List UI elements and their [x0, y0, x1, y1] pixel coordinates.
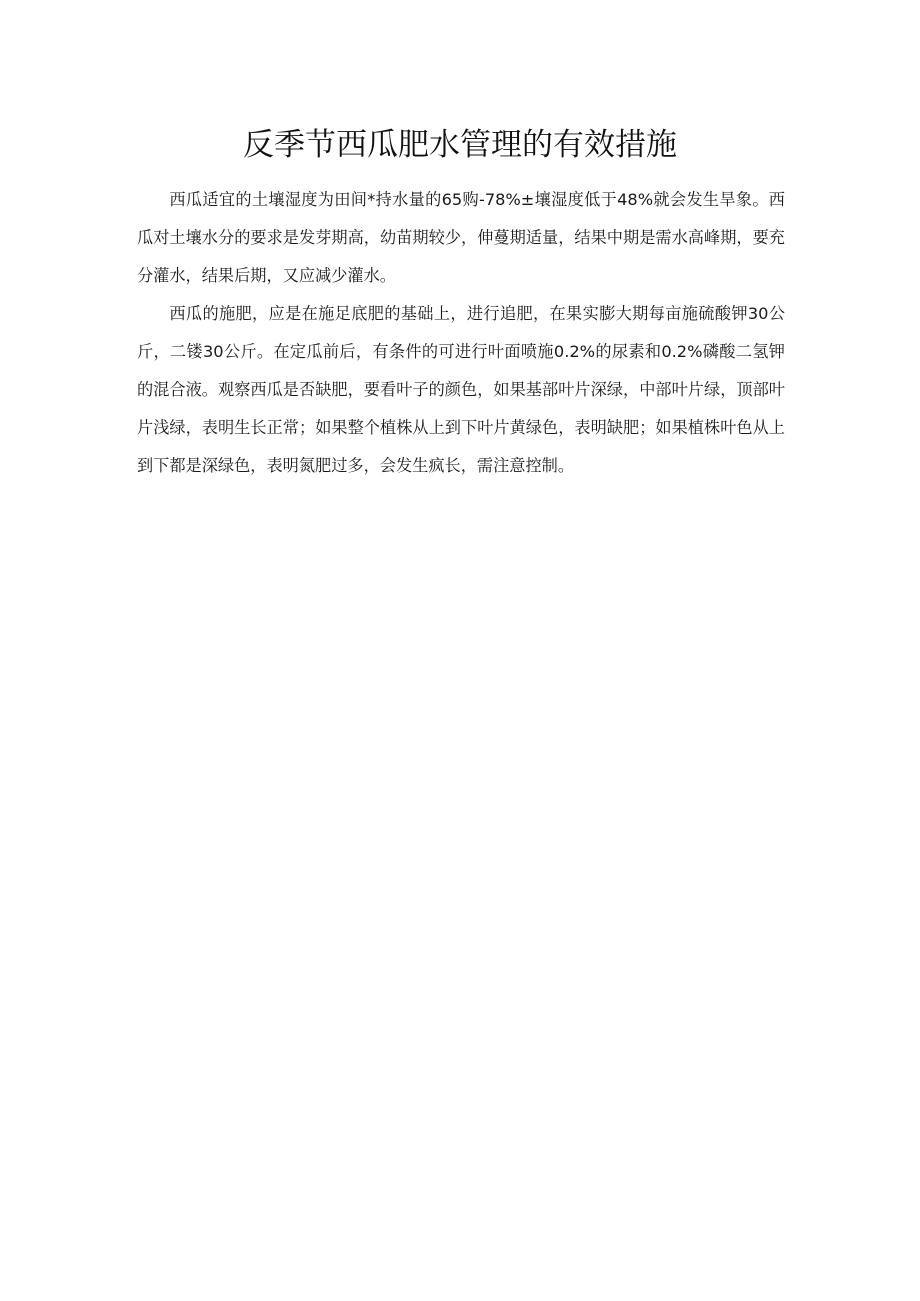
- paragraph-water-management: 西瓜适宜的土壤湿度为田间*持水量的65购-78%±壤湿度低于48%就会发生旱象。西瓜对土壤水分的要求是发芽期高，幼苗期较少，伸蔓期适量，结果中期是需水高峰期，要充分灌水，结果后期，又应减少灌水。: [137, 190, 785, 285]
- paragraph-fertilization: 西瓜的施肥，应是在施足底肥的基础上，进行追肥，在果实膨大期每亩施硫酸钾30公斤，二镂30公斤。在定瓜前后，有条件的可进行叶面喷施0.2%的尿素和0.2%磷酸二氢钾的混合液。观察西瓜是否缺肥，要看叶子的颜色，如果基部叶片深绿，中部叶片绿，顶部叶片浅绿，表明生长正常；如果整个植株从上到下叶片黄绿色，表明缺肥；如果植株叶色从上到下都是深绿色，表明氮肥过多，会发生疯长，需注意控制。: [137, 304, 785, 475]
- document-body: [137, 181, 785, 485]
- document-title: 反季节西瓜肥水管理的有效措施: [243, 127, 677, 163]
